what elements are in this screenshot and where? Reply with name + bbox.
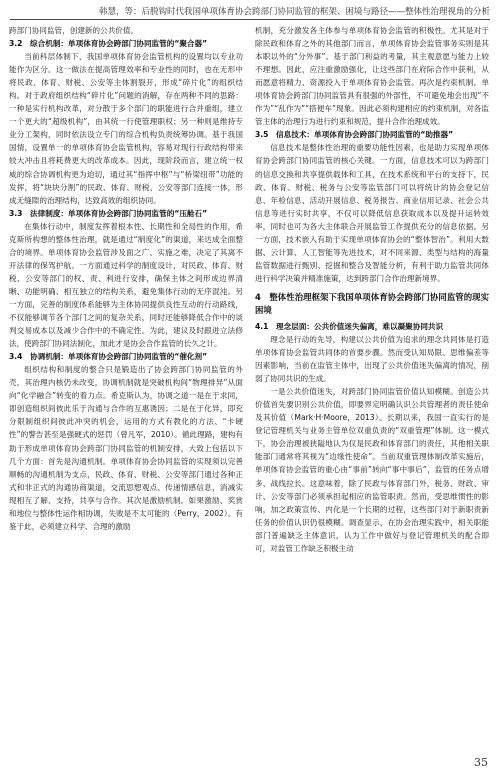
subsection-number: 3.5 bbox=[255, 130, 277, 140]
subsection-title: 理念层面：公共价值迷失偏离，难以凝聚协同共识 bbox=[276, 321, 444, 331]
subsection-heading bbox=[9, 350, 243, 363]
subsection-number: 4.1 bbox=[255, 321, 277, 331]
page-number: 35 bbox=[474, 756, 488, 769]
subsection-number: 3.2 bbox=[9, 39, 31, 49]
running-header: 韩慧，等：后脱钩时代我国单项体育协会跨部门协同监管的框架、困境与路径——整体性治理视角的分析 bbox=[10, 5, 490, 20]
section-heading: 4 整体性治理框架下我国单项体育协会跨部门协同监管的现实困境 bbox=[255, 291, 489, 316]
body-paragraph: 理念是行动的先导，构建以公共价值为追求的理念共同体是打造单项体育协会监管共同体的首要步骤。然而受认知局限、思维偏差等因素影响，当前在监管主体中，出现了公共价值迷失偏离的情况，削弱了协同共识的生成。 bbox=[255, 334, 489, 384]
body-paragraph: 跨部门协同监管，创建新的公共价值。 bbox=[9, 26, 139, 35]
subsection-heading bbox=[9, 207, 243, 220]
subsection-number: 3.3 bbox=[9, 208, 31, 218]
subsection-heading bbox=[255, 128, 489, 141]
subsection-heading bbox=[9, 37, 243, 50]
body-paragraph: 信息技术是整体性治理的重要功能性因素，也是助力实现单项体育协会跨部门协同监管的核心关键。一方面，信息技术可以为跨部门的信息交换和共享提供载体和工具，在技术系统和平台的支持下，民政、体育、财税、税务与公安等监管部门可以将统计的协会登记信息、年检信息、活动开展信息、税务报告、商业信用记录、社会公共信息等进行实时共享，不仅可以降低信息获取成本以及提升运转效率，同时也可为各大主体联合开展监管工作提供充分的信息依据。另一方面，技术嵌入有助于实现单项体育协会的“整体智治”。利用大数据、云计算、人工智能等先进技术，对不同来源、类型与结构的海量监管数据进行甄别、挖掘和整合及智能分析，有利于助力监管共同体进行科学决策并精准施策，达到跨部门合作治理新境界。 bbox=[255, 143, 489, 283]
body-paragraph: 当前科层体制下，我国单项体育协会监管机构的设置均以专业功能作为区分。这一做法在提高管理效率和专业性的同时，也在无形中将民政、体育、财税、公安等主体割裂开，形成“碎片化”的组织结构。对于政府组织结构“碎片化”问题的消解，存在两种不同的思路：一种是实行机构改革，对分散于多个部门的职能进行合并重组，建立一个更大的“超级机构”，由其统一行使管理职权；另一种则是维持专业分工架构，同时依法设立专门的综合机构负责统筹协调。基于我国国情，设置单一的单项体育协会监管机构，容易对现行行政结构带来较大冲击且将耗费更大的改革成本。因此，现阶段而言，建立统一权威的综合协调机构更为迫切，通过其“指挥中枢”与“桥梁纽带”功能的发挥，将“块块分割”的民政、体育、财税、公安等部门连接一体，形成无缝隙的治理结构，达致高效的组织协同。 bbox=[9, 52, 243, 205]
subsection-title: 信息技术：单项体育协会跨部门协同监管的“助推器” bbox=[276, 130, 454, 140]
right-column bbox=[255, 24, 489, 744]
subsection-number: 3.4 bbox=[9, 352, 31, 362]
left-column bbox=[9, 24, 243, 744]
subsection-title: 法律制度：单项体育协会跨部门协同监管的“压舱石” bbox=[30, 208, 208, 218]
body-paragraph: 机制，充分激发各主体参与单项体育协会监管的积极性。尤其是对于除民政和体育之外的其他部门而言，单项体育协会监管事务实则是其本职以外的“分外事”。基于部门利益的考量，其主观意愿与能力上较不理想。因此，应注重激励强化，让这些部门在府际合作中获利，从而愿意将精力、资源投入于单项体育协会监管。再次是约束机制。单项体育协会跨部门协同监管具有很强的外部性，不可避免地会出现“不作为”“乱作为”“搭便车”现象。因此必须构建相应的约束机制，对各监管主体的治理行为进行约束和规范，提升合作治理成效。 bbox=[255, 26, 489, 127]
subsection-title: 综合机制：单项体育协会跨部门协同监管的“聚合器” bbox=[30, 39, 208, 49]
subsection-heading bbox=[255, 320, 489, 333]
body-paragraph: 一是公共价值迷失，对跨部门协同监管价值认知模糊。创造公共价值首先要识别公共价值，即要界定明确认识公共管理者的责任使命及其价值（Mark·H·Moore，2013）。长期以来，我国一直实行的是登记管理机关与业务主管单位双重负责的“双重管理”体制。这一模式下，协会治理被狭隘地认为仅是民政和体育部门的责任，其他相关职能部门通常将其视为“边缘性使命”。当前双重管理体制改革实施后，单项体育协会监管的重心由“事前”转向“事中事后”，监管的任务点增多、战线拉长。这意味着，除了民政与体育部门外，税务、财政、审计、公安等部门必须承担起相应的监管职责。然而，受思维惯性的影响，加之政策宣传、内化是一个长期的过程，这些部门对于新职责新任务的价值认识仍很模糊。调查显示，在协会治理实践中，相关职能部门普遍缺乏主体意识，认为工作中做好与登记管理机关的配合即可，对监管工作缺乏积极主动 bbox=[255, 387, 489, 553]
body-paragraph: 组织结构和制度的整合只是锻造出了协会跨部门协同监管的外壳，其治理内核仍未改变，协调机制就是突破机构间“物理排异”从面向“化学融合”转变的着力点。希克斯认为，协调之道一是在于求同，即创造组织间彼此乐于沟通与合作的互惠诱因；二是在于化异，即充分限制组织间彼此冲突的机会，运用的方式有教化的方法、“卡硬性”的警告甚至是强硬式的惩罚（曾凡军，2010）。循此理路，建构有助于形成单项体育协会跨部门协同监管的机制安排，大致上包括以下几个方面：首先是沟通机制。单项体育协会协同监管的实现须以完善顺畅的沟通机制为支点，民政、体育、财税、公安等部门通过各种正式和非正式的沟通协商渠道，交流思想观点、传递情感信息，消减实现相互了解、支持，共享与合作。其次是激励机制。如果激励、奖赏和地位与整体性运作相协调，失败是不太可能的（Perry，2002）。有鉴于此，必须建立科学、合理的激励 bbox=[9, 365, 243, 531]
body-paragraph: 在集体行动中，制度发挥着根本性、长期性和全局性的作用，希克斯所构想的整体性治理，就是通过“制度化”的渠道，来达成全面整合的境界。单项体育协会监管涉及面之广、实施之难，决定了其离不开法律的保驾护航。一方面通过科学的制度设计，对民政、体育、财税、公安等部门的权、责、利进行安排，确保主体之间形成边界清晰、功能明确、相互独立的结构关系，避免集体行动的无序混沌。另一方面，完善的制度体系能够为主体协同提供良性互动的行动路线，不仅能够调节各个部门之间的复杂关系，同时还能够降低合作中的谈判交易成本以及减少合作中的不确定性。为此，建议及时跟进立法修法，使跨部门协同法制化，加此才是协会合作监管的长久之计。 bbox=[9, 221, 243, 349]
subsection-title: 协调机制：单项体育协会跨部门协同监管的“催化剂” bbox=[30, 352, 208, 362]
